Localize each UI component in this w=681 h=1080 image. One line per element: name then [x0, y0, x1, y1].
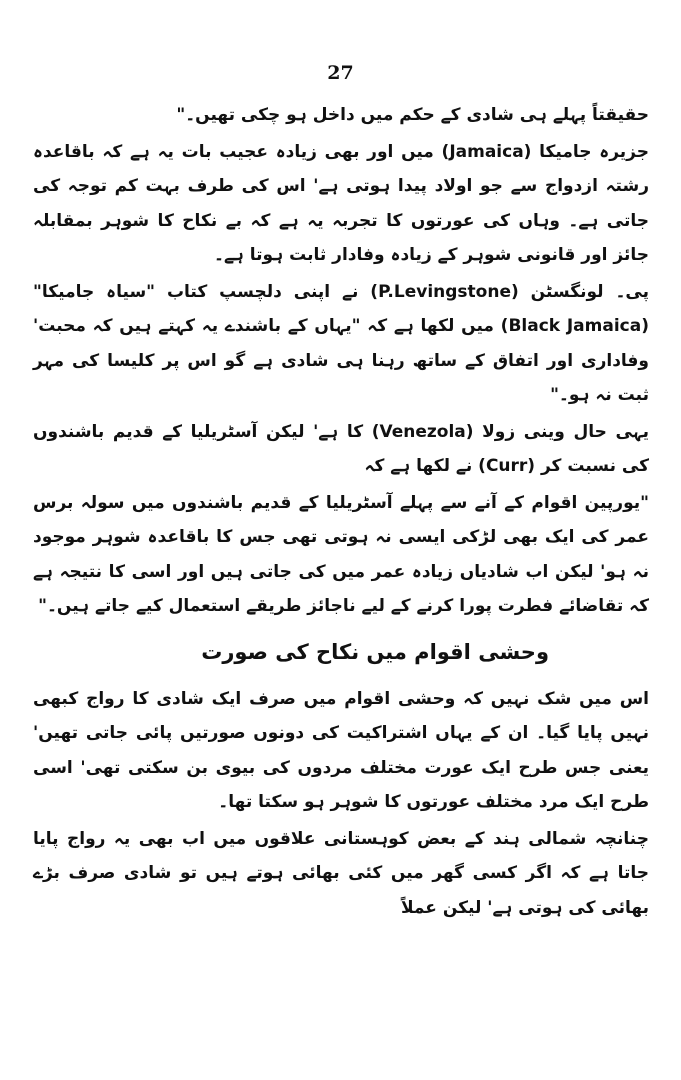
paragraph-venezola: یہی حال وینی زولا (Venezola) کا ہے' لیکن آسٹریلیا کے قدیم باشندوں کی نسبت کر (Curr) نے لکھا ہے کہ [33, 421, 649, 476]
paragraph-primitive-marriage: اس میں شک نہیں کہ وحشی اقوام میں صرف ایک شادی کا رواج کبھی نہیں پایا گیا۔ ان کے یہاں اشتراکیت کی دونوں صورتیں پائی جاتی تھیں' یعنی جس طرح ایک عورت مختلف مردوں کی بیوی بن سکتی تھی' اسی طرح ایک مرد مختلف عورتوں کا شوہر ہو سکتا تھا۔ [33, 688, 649, 812]
paragraph-continuation: حقیقتاً پہلے ہی شادی کے حکم میں داخل ہو چکی تھیں۔" [176, 105, 649, 125]
paragraph-curr-quote: "یورپین اقوام کے آنے سے پہلے آسٹریلیا کے قدیم باشندوں میں سولہ برس عمر کی ایک بھی لڑکی ایسی نہ ہوتی تھی جس کا باقاعدہ شوہر موجود نہ ہو' لیکن اب شادیاں زیادہ عمر میں کی جاتی ہیں اور اسی کا نتیجہ ہے کہ تقاضائے فطرت پورا کرنے کے لیے ناجائز طریقے استعمال کیے جاتے ہیں۔" [33, 492, 649, 616]
page-number: 27 [327, 62, 354, 84]
paragraph-levingstone: پی۔ لونگسٹن (P.Levingstone) نے اپنی دلچسپ کتاب "سیاہ جامیکا" (Black Jamaica) میں لکھا ہے کہ "یہاں کے باشندے یہ کہتے ہیں کہ محبت' وفاداری اور اتفاق کے ساتھ رہنا ہی شادی ہے گو اس پر کلیسا کی مہر ثبت نہ ہو۔" [33, 281, 650, 405]
page-body [33, 98, 649, 925]
paragraph-jamaica: جزیرہ جامیکا (Jamaica) میں اور بھی زیادہ عجیب بات یہ ہے کہ باقاعدہ رشتہ ازدواج سے جو اولاد پیدا ہوتی ہے' اس کی طرف بہت کم توجہ کی جاتی ہے۔ وہاں کی عورتوں کا تجربہ یہ ہے کہ بے نکاح کا شوہر بمقابلہ جائز اور قانونی شوہر کے زیادہ وفادار ثابت ہوتا ہے۔ [33, 141, 649, 265]
section-heading: وحشی اقوام میں نکاح کی صورت [201, 639, 549, 664]
paragraph-north-india: چنانچہ شمالی ہند کے بعض کوہستانی علاقوں میں اب بھی یہ رواج پایا جاتا ہے کہ اگر کسی گھر میں کئی بھائی ہوتے ہیں تو شادی صرف بڑے بھائی کی ہوتی ہے' لیکن عملاً [33, 828, 649, 918]
